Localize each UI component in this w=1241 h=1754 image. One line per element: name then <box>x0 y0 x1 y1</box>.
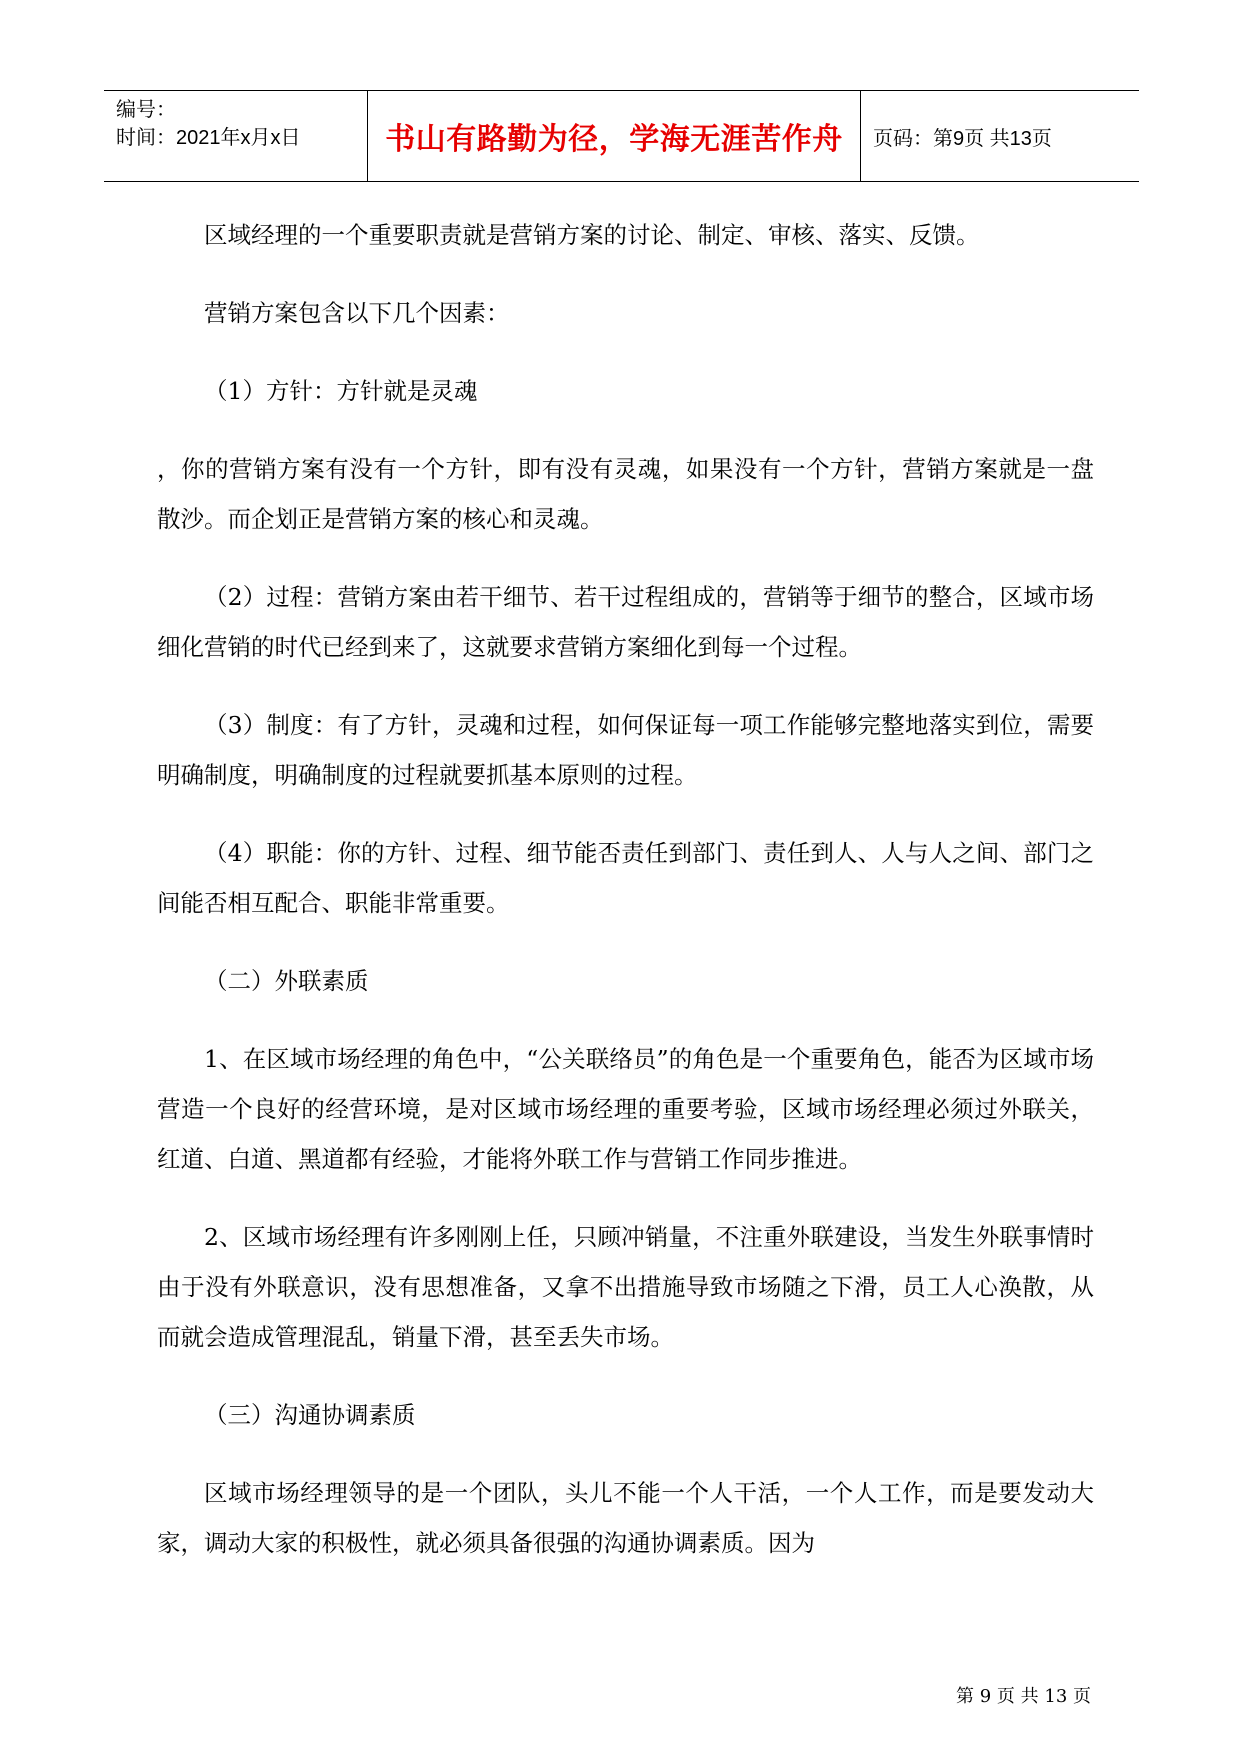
paragraph: 区域经理的一个重要职责就是营销方案的讨论、制定、审核、落实、反馈。 <box>204 221 980 249</box>
section-heading: （二）外联素质 <box>204 967 369 995</box>
paragraph: 营销方案包含以下几个因素： <box>204 299 510 327</box>
header-motto: 书山有路勤为径，学海无涯苦作舟 <box>368 91 861 181</box>
page-header <box>104 90 1139 182</box>
header-meta <box>104 91 368 181</box>
paragraph: ，你的营销方案有没有一个方针，即有没有灵魂，如果没有一个方针，营销方案就是一盘散沙。而企划正是营销方案的核心和灵魂。 <box>157 455 1094 533</box>
page-footer: 第 9 页 共 13 页 <box>956 1686 1091 1707</box>
paragraph: （3）制度：有了方针，灵魂和过程，如何保证每一项工作能够完整地落实到位，需要明确制度，明确制度的过程就要抓基本原则的过程。 <box>157 711 1094 789</box>
paragraph: 2、区域市场经理有许多刚刚上任，只顾冲销量，不注重外联建设，当发生外联事情时由于没有外联意识，没有思想准备，又拿不出措施导致市场随之下滑，员工人心涣散，从而就会造成管理混乱，销量下滑，甚至丢失市场。 <box>157 1223 1094 1351</box>
section-item-heading: （1）方针：方针就是灵魂 <box>204 377 478 405</box>
document-number-label: 编号： <box>116 99 176 121</box>
paragraph: 区域市场经理领导的是一个团队，头儿不能一个人干活，一个人工作，而是要发动大家，调动大家的积极性，就必须具备很强的沟通协调素质。因为 <box>157 1479 1094 1557</box>
paragraph: （2）过程：营销方案由若干细节、若干过程组成的，营销等于细节的整合，区域市场细化营销的时代已经到来了，这就要求营销方案细化到每一个过程。 <box>157 583 1094 661</box>
paragraph: 1、在区域市场经理的角色中，“公关联络员”的角色是一个重要角色，能否为区域市场营造一个良好的经营环境，是对区域市场经理的重要考验，区域市场经理必须过外联关，红道、白道、黑道都有经验，才能将外联工作与营销工作同步推进。 <box>157 1045 1094 1173</box>
header-page-info: 页码：第9页 共13页 <box>873 127 1052 150</box>
paragraph: （4）职能：你的方针、过程、细节能否责任到部门、责任到人、人与人之间、部门之间能否相互配合、职能非常重要。 <box>157 839 1094 917</box>
document-time-label: 时间：2021年x月x日 <box>116 127 301 149</box>
section-heading: （三）沟通协调素质 <box>204 1401 416 1429</box>
document-body <box>157 210 1094 1568</box>
